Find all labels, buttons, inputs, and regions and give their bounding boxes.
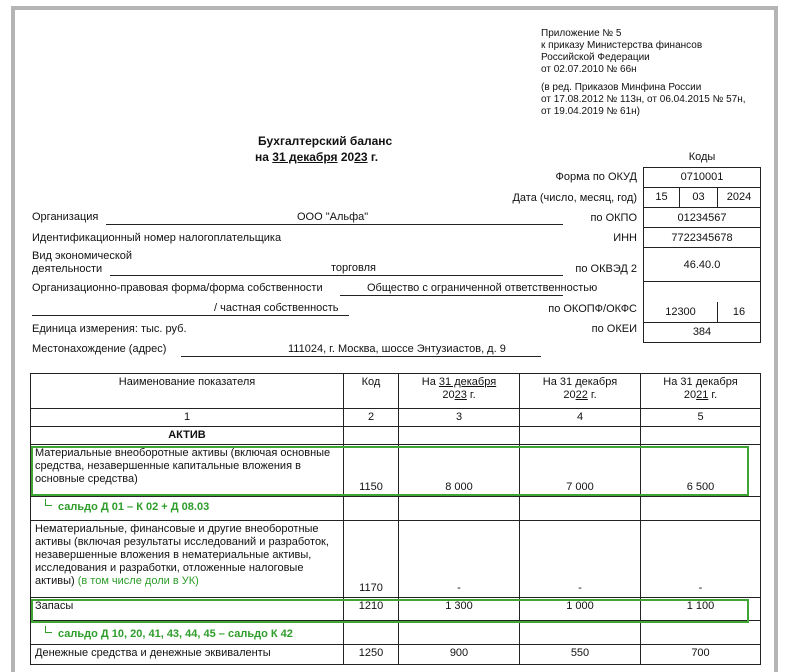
inn-caption: Идентификационный номер налогоплательщика — [32, 232, 282, 244]
appendix-note — [541, 28, 746, 118]
header-year-prefix: 20 — [442, 389, 455, 401]
activity-label — [32, 250, 132, 276]
date-day-month: 31 декабря — [272, 150, 338, 164]
codes-table — [643, 147, 761, 343]
row-code: 1250 — [344, 645, 399, 665]
highlight-frame — [31, 446, 749, 496]
row-code: 1210 — [344, 598, 399, 621]
okud-label: Форма по ОКУД — [555, 171, 637, 183]
header-date: 31 декабря — [559, 376, 618, 388]
okei-label: по ОКЕИ — [591, 323, 637, 335]
header-year: 22 — [575, 389, 588, 401]
row-code: 1170 — [344, 521, 399, 598]
column-number: 5 — [641, 409, 761, 427]
header-on: На — [421, 376, 436, 388]
row-value: 1 300 — [399, 598, 520, 621]
activity-value: торговля — [331, 262, 377, 274]
activity-label-line2: деятельности — [32, 263, 103, 275]
header-year: 23 — [454, 389, 467, 401]
appendix-line: Российской Федерации — [541, 52, 650, 63]
row-name — [31, 521, 344, 598]
header-name: Наименование показателя — [31, 374, 344, 409]
header-period-1 — [399, 374, 520, 409]
ownership-value: / частная собственность — [214, 302, 339, 314]
column-number: 3 — [399, 409, 520, 427]
header-on: На — [663, 376, 678, 388]
header-year-prefix: 20 — [563, 389, 576, 401]
report-date — [255, 151, 378, 164]
header-code: Код — [344, 374, 399, 409]
date-month-code: 03 — [680, 187, 718, 207]
organization-value: ООО "Альфа" — [297, 211, 369, 223]
row-name-text: Нематериальные, финансовые и другие внеоборотные активы (включая результаты исследований и разработок, незавершенные вложения в нематериальные активы, исследования и разработки, отложенные налоговые активы) — [35, 523, 329, 587]
account-note: сальдо Д 10, 20, 41, 43, 44, 45 – сальдо К 42 — [58, 628, 293, 640]
header-year-suffix: г. — [469, 389, 476, 401]
appendix-line: Приложение № 5 — [541, 28, 622, 39]
appendix-line: от 02.07.2010 № 66н — [541, 64, 637, 75]
row-name: Материальные внеоборотные активы (включая основные средства, незавершенные капитальные вложения в основные средства) — [31, 445, 344, 497]
date-prefix: на — [255, 150, 269, 164]
okpo-label: по ОКПО — [590, 212, 637, 224]
organization-label: Организация — [32, 211, 99, 223]
row-name: Денежные средства и денежные эквиваленты — [31, 645, 344, 665]
okei-code: 384 — [644, 322, 761, 342]
section-title: АКТИВ — [31, 427, 344, 445]
column-number: 2 — [344, 409, 399, 427]
header-year-suffix: г. — [711, 389, 718, 401]
arrow-icon — [45, 626, 52, 633]
header-on: На — [542, 376, 557, 388]
inn-label: ИНН — [613, 232, 637, 244]
date-year-suffix: г. — [370, 150, 379, 164]
row-value: - — [641, 521, 761, 598]
okud-code: 0710001 — [644, 167, 761, 187]
arrow-icon — [45, 499, 52, 506]
row-note: (в том числе доли в УК) — [77, 575, 199, 587]
appendix-line: от 19.04.2019 № 61н) — [541, 106, 641, 117]
row-value: 7 000 — [520, 445, 641, 497]
row-code: 1150 — [344, 445, 399, 497]
header-year-prefix: 20 — [683, 389, 697, 401]
okved-label: по ОКВЭД 2 — [575, 263, 637, 275]
date-year-code: 2024 — [718, 187, 761, 207]
location-value: 111024, г. Москва, шоссе Энтузиастов, д. 9 — [288, 343, 506, 355]
appendix-line: к приказу Министерства финансов — [541, 40, 703, 51]
row-name: Запасы — [31, 598, 344, 621]
date-day-code: 15 — [644, 187, 680, 207]
okopf-code: 12300 — [644, 302, 718, 322]
row-value: 1 100 — [641, 598, 761, 621]
header-year-suffix: г. — [590, 389, 597, 401]
header-date: 31 декабря — [438, 376, 497, 388]
header-period-3 — [641, 374, 761, 409]
unit-label: Единица измерения: тыс. руб. — [32, 323, 187, 335]
header-period-2 — [520, 374, 641, 409]
account-note: сальдо Д 01 – К 02 + Д 08.03 — [58, 501, 210, 513]
date-label: Дата (число, месяц, год) — [512, 192, 637, 204]
appendix-line: (в ред. Приказов Минфина России — [541, 82, 702, 93]
location-label: Местонахождение (адрес) — [32, 343, 167, 355]
column-number: 4 — [520, 409, 641, 427]
row-value: 700 — [641, 645, 761, 665]
row-value: 6 500 — [641, 445, 761, 497]
date-year-prefix: 20 — [340, 150, 355, 164]
okfs-code: 16 — [718, 302, 761, 322]
inn-code: 7722345678 — [644, 228, 761, 248]
activity-label-line1: Вид экономической — [32, 250, 133, 262]
header-date: 31 декабря — [680, 376, 738, 388]
row-value: 8 000 — [399, 445, 520, 497]
page-title: Бухгалтерский баланс — [258, 134, 393, 148]
highlight-frame — [31, 599, 749, 623]
row-value: - — [520, 521, 641, 598]
header-year: 21 — [696, 389, 709, 401]
row-value: - — [399, 521, 520, 598]
column-number: 1 — [31, 409, 344, 427]
legal-form-label: Организационно-правовая форма/форма собственности — [32, 282, 323, 294]
okpo-code: 01234567 — [644, 208, 761, 228]
table-row — [31, 521, 761, 598]
appendix-line: от 17.08.2012 № 113н, от 06.04.2015 № 57н, — [541, 94, 746, 105]
date-year: 23 — [354, 150, 368, 164]
okved-code: 46.40.0 — [644, 248, 761, 282]
okopf-label: по ОКОПФ/ОКФС — [548, 303, 637, 315]
table-row — [31, 645, 761, 665]
legal-form-value: Общество с ограниченной ответственностью — [367, 282, 598, 294]
row-value: 900 — [399, 645, 520, 665]
row-value: 1 000 — [520, 598, 641, 621]
codes-header: Коды — [644, 147, 761, 167]
row-value: 550 — [520, 645, 641, 665]
